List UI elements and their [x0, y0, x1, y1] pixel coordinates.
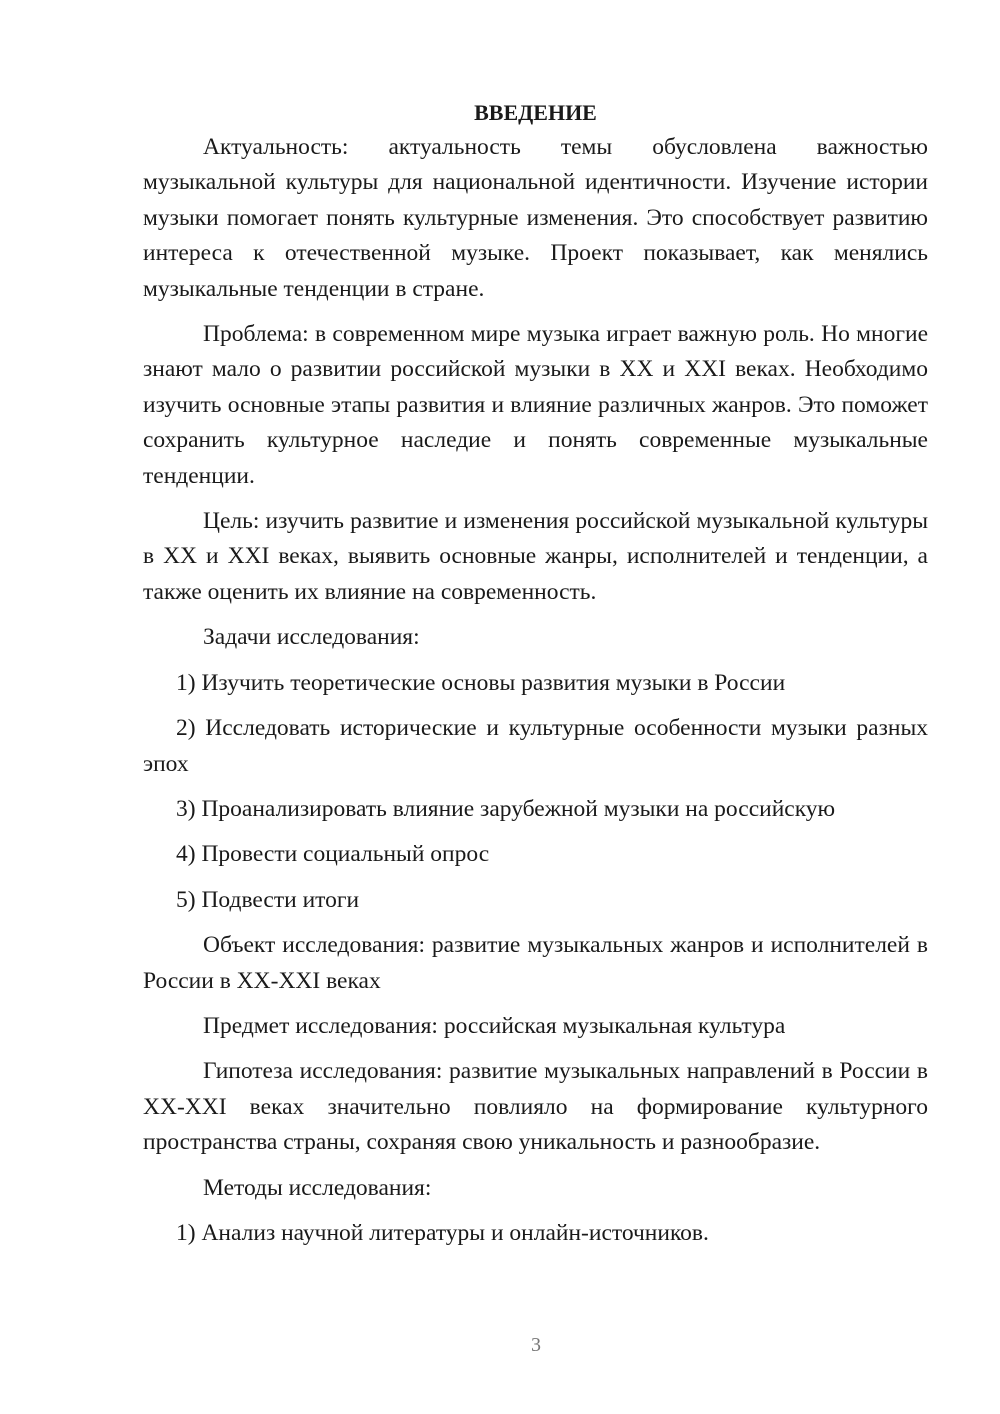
hypothesis-paragraph: Гипотеза исследования: развитие музыкальных направлений в России в XX-XXI веках значительно повлияло на формирование культурного пространства страны, сохраняя свою уникальность и разнообразие. — [143, 1058, 928, 1156]
task-item-1: 1) Изучить теоретические основы развития музыки в России — [176, 669, 786, 696]
goal-paragraph: Цель: изучить развитие и изменения российской музыкальной культуры в XX и XXI веках, выявить основные жанры, исполнителей и тенденции, а также оценить их влияние на современность. — [143, 508, 928, 605]
task-item-3: 3) Проанализировать влияние зарубежной музыки на российскую — [176, 795, 836, 822]
object-paragraph: Объект исследования: развитие музыкальных жанров и исполнителей в России в XX-XXI веках — [143, 932, 928, 994]
tasks-heading: Задачи исследования: — [203, 624, 420, 651]
document-body — [143, 95, 928, 1251]
task-item-5: 5) Подвести итоги — [176, 886, 360, 913]
page-number: 3 — [531, 1334, 541, 1356]
problem-paragraph: Проблема: в современном мире музыка играет важную роль. Но многие знают мало о развитии российской музыки в XX и XXI веках. Необходимо изучить основные этапы развития и влияние различных жанров. Это поможет сохранить культурное наследие и понять современные музыкальные тенденции. — [143, 321, 928, 489]
method-item-1: 1) Анализ научной литературы и онлайн-источников. — [176, 1219, 709, 1246]
page-title: ВВЕДЕНИЕ — [474, 100, 597, 125]
task-item-2: 2) Исследовать исторические и культурные особенности музыки разных эпох — [143, 715, 928, 777]
relevance-paragraph: Актуальность: актуальность темы обусловлена важностью музыкальной культуры для национальной идентичности. Изучение истории музыки помогает понять культурные изменения. Это способствует развитию интереса к отечественной музыке. Проект показывает, как менялись музыкальные тенденции в стране. — [143, 134, 928, 302]
subject-paragraph: Предмет исследования: российская музыкальная культура — [203, 1012, 786, 1039]
methods-heading: Методы исследования: — [203, 1174, 432, 1201]
task-item-4: 4) Провести социальный опрос — [176, 841, 490, 868]
